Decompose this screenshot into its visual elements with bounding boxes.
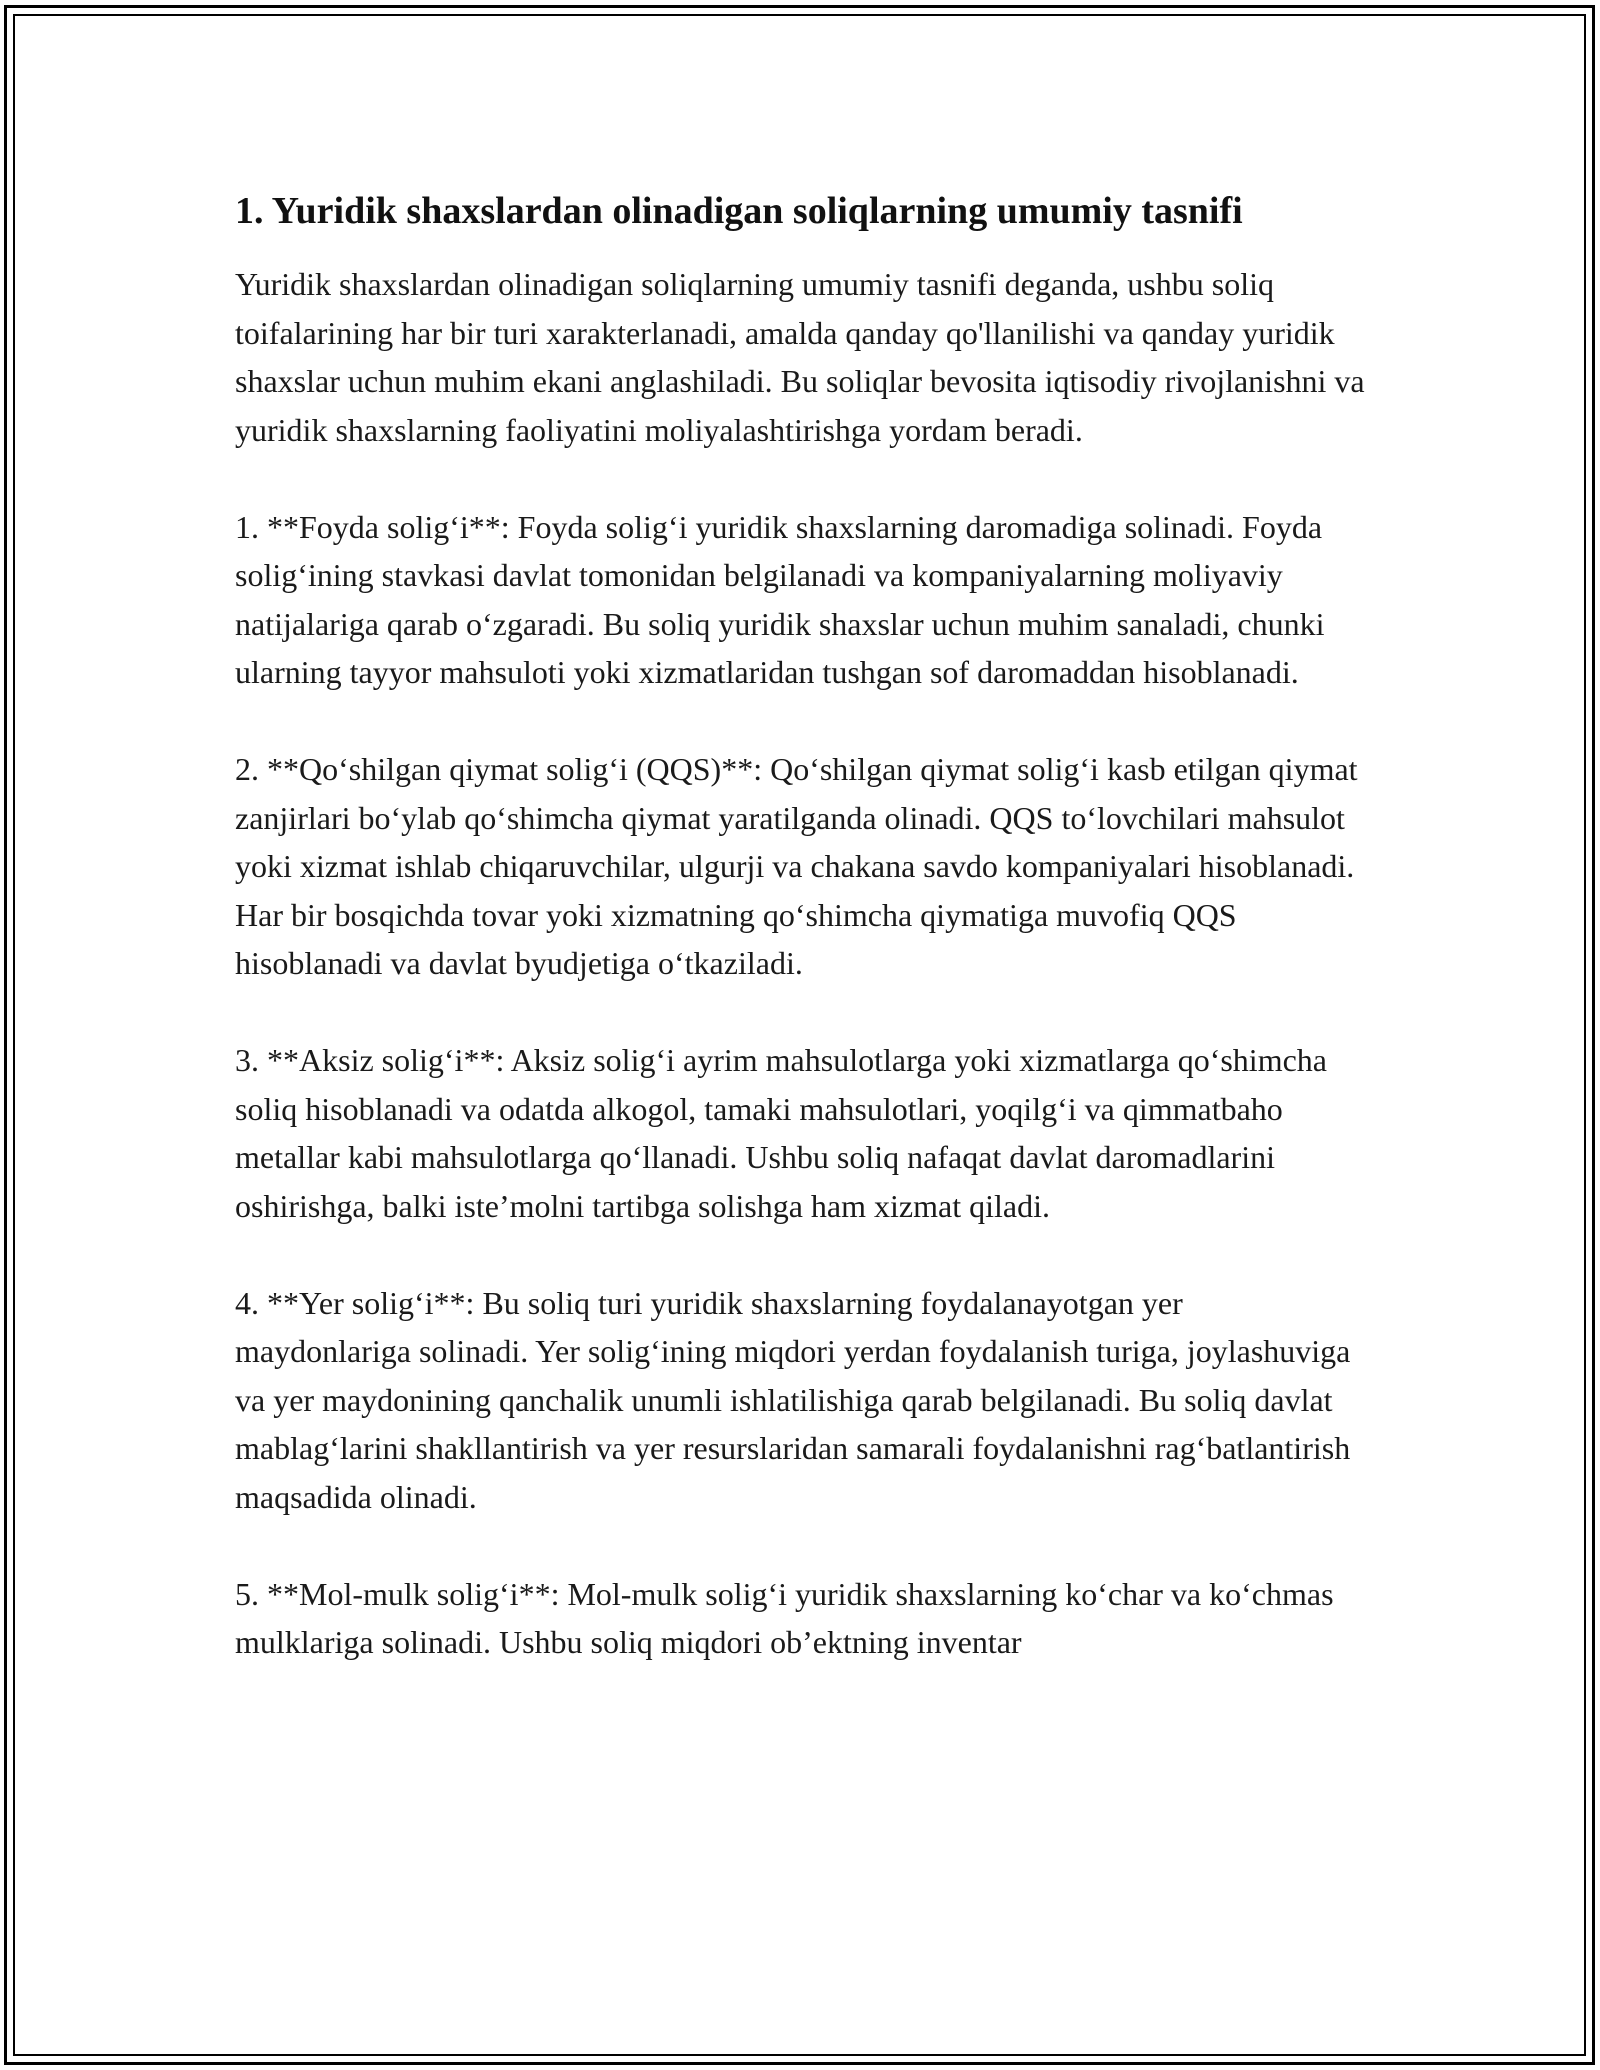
section-title: 1. Yuridik shaxslardan olinadigan soliqlarning umumiy tasnifi (235, 190, 1243, 232)
paragraph-profit-tax: 1. **Foyda solig‘i**: Foyda solig‘i yuridik shaxslarning daromadiga solinadi. Foyda solig‘ining stavkasi davlat tomonidan belgilanadi va kompaniyalarning moliyaviy natijalariga qarab o‘zgaradi. Bu soliq yuridik shaxslar uchun muhim sanaladi, chunki ularning tayyor mahsuloti yoki xizmatlaridan tushgan sof daromaddan hisoblanadi. (235, 508, 1325, 690)
paragraph-excise-tax: 3. **Aksiz solig‘i**: Aksiz solig‘i ayrim mahsulotlarga yoki xizmatlarga qo‘shimcha soliq hisoblanadi va odatda alkogol, tamaki mahsulotlari, yoqilg‘i va qimmatbaho metallar kabi mahsulotlarga qo‘llanadi. Ushbu soliq nafaqat davlat daromadlarini oshirishga, balki iste’molni tartibga solishga ham xizmat qiladi. (235, 1042, 1327, 1224)
document-body (235, 186, 1365, 1715)
paragraph-land-tax: 4. **Yer solig‘i**: Bu soliq turi yuridik shaxslarning foydalanayotgan yer maydonlariga solinadi. Yer solig‘ining miqdori yerdan foydalanish turiga, joylashuviga va yer maydonining qanchalik unumli ishlatilishiga qarab belgilanadi. Bu soliq davlat mablag‘larini shakllantirish va yer resurslaridan samarali foydalanishni rag‘batlantirish maqsadida olinadi. (235, 1284, 1351, 1515)
paragraph-vat: 2. **Qo‘shilgan qiymat solig‘i (QQS)**: Qo‘shilgan qiymat solig‘i kasb etilgan qiymat zanjirlari bo‘ylab qo‘shimcha qiymat yaratilganda olinadi. QQS to‘lovchilari mahsulot yoki xizmat ishlab chiqaruvchilar, ulgurji va chakana savdo kompaniyalari hisoblanadi. Har bir bosqichda tovar yoki xizmatning qo‘shimcha qiymatiga muvofiq QQS hisoblanadi va davlat byudjetiga o‘tkaziladi. (235, 751, 1358, 981)
intro-paragraph: Yuridik shaxslardan olinadigan soliqlarning umumiy tasnifi deganda, ushbu soliq toifalarining har bir turi xarakterlanadi, amalda qanday qo'llanilishi va qanday yuridik shaxslar uchun muhim ekani anglashiladi. Bu soliqlar bevosita iqtisodiy rivojlanishni va yuridik shaxslarning faoliyatini moliyalashtirishga yordam beradi. (235, 266, 1365, 448)
paragraph-property-tax: 5. **Mol-mulk solig‘i**: Mol-mulk solig‘i yuridik shaxslarning ko‘char va ko‘chmas mulklariga solinadi. Ushbu soliq miqdori ob’ektning inventar (235, 1575, 1334, 1660)
